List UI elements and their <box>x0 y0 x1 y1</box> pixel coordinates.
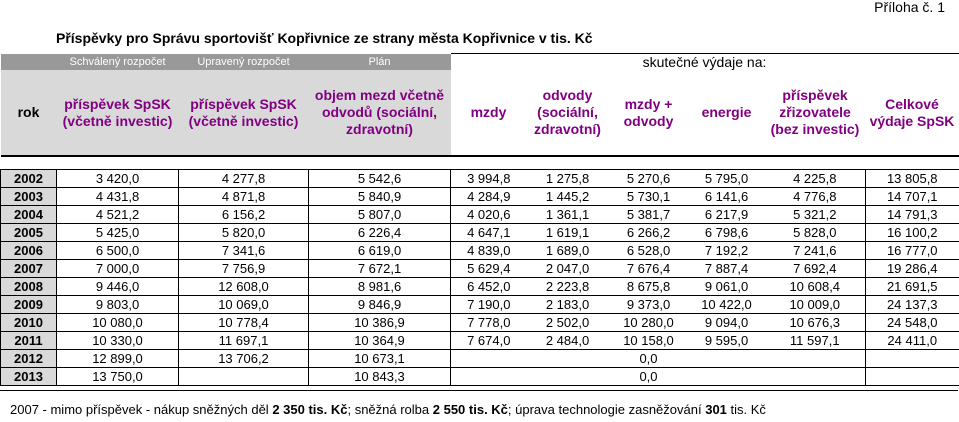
value-cell: 24 411,0 <box>866 332 959 350</box>
value-cell: 14 707,1 <box>866 188 959 206</box>
value-cell: 6 266,2 <box>609 224 689 242</box>
value-cell: 5 840,9 <box>309 188 451 206</box>
value-cell: 9 803,0 <box>57 296 179 314</box>
table-body <box>1 170 959 386</box>
value-cell: 6 619,0 <box>309 242 451 260</box>
value-cell: 0,0 <box>609 350 689 368</box>
value-cell: 13 706,2 <box>179 350 309 368</box>
value-cell: 7 674,0 <box>451 332 527 350</box>
table-row <box>1 260 959 278</box>
value-cell: 10 069,0 <box>179 296 309 314</box>
header-skutecne: skutečné výdaje na: <box>451 54 959 71</box>
value-cell: 7 672,1 <box>309 260 451 278</box>
table-row <box>1 278 959 296</box>
header-schvaleny: Schválený rozpočet <box>57 54 179 71</box>
value-cell: 12 899,0 <box>57 350 179 368</box>
year-cell: 2008 <box>1 278 57 296</box>
value-cell: 7 756,9 <box>179 260 309 278</box>
year-cell: 2002 <box>1 170 57 188</box>
value-cell: 19 286,4 <box>866 260 959 278</box>
value-cell: 6 156,2 <box>179 206 309 224</box>
value-cell: 10 778,4 <box>179 314 309 332</box>
value-cell: 8 675,8 <box>609 278 689 296</box>
table-row <box>1 224 959 242</box>
value-cell: 9 373,0 <box>609 296 689 314</box>
value-cell <box>689 368 765 386</box>
value-cell: 7 692,4 <box>765 260 866 278</box>
header-top-row <box>1 54 959 71</box>
value-cell: 5 820,0 <box>179 224 309 242</box>
year-cell: 2009 <box>1 296 57 314</box>
value-cell: 24 137,3 <box>866 296 959 314</box>
spacer-row <box>1 156 959 170</box>
year-cell: 2007 <box>1 260 57 278</box>
value-cell: 4 284,9 <box>451 188 527 206</box>
value-cell: 16 777,0 <box>866 242 959 260</box>
value-cell: 12 608,0 <box>179 278 309 296</box>
value-cell: 11 697,1 <box>179 332 309 350</box>
value-cell: 2 047,0 <box>527 260 609 278</box>
value-cell: 5 828,0 <box>765 224 866 242</box>
footnote <box>10 402 766 417</box>
value-cell: 0,0 <box>609 368 689 386</box>
value-cell: 2 183,0 <box>527 296 609 314</box>
value-cell: 9 595,0 <box>689 332 765 350</box>
value-cell: 9 061,0 <box>689 278 765 296</box>
value-cell: 7 190,0 <box>451 296 527 314</box>
value-cell: 7 241,6 <box>765 242 866 260</box>
value-cell: 3 420,0 <box>57 170 179 188</box>
data-table <box>0 53 959 386</box>
value-cell: 6 452,0 <box>451 278 527 296</box>
value-cell: 4 839,0 <box>451 242 527 260</box>
value-cell: 5 381,7 <box>609 206 689 224</box>
note-prefix: 2007 - mimo příspěvek - nákup sněžných děl <box>10 402 273 417</box>
value-cell: 10 080,0 <box>57 314 179 332</box>
year-cell: 2011 <box>1 332 57 350</box>
value-cell: 10 364,9 <box>309 332 451 350</box>
value-cell <box>527 350 609 368</box>
header-col8: příspěvek zřizovatele (bez investic) <box>765 70 866 156</box>
year-cell: 2005 <box>1 224 57 242</box>
year-cell: 2013 <box>1 368 57 386</box>
value-cell: 2 484,0 <box>527 332 609 350</box>
note-mid-2: ; úprava technologie zasněžování <box>507 402 706 417</box>
table-row <box>1 368 959 386</box>
header-rok: rok <box>1 70 57 156</box>
value-cell: 14 791,3 <box>866 206 959 224</box>
header-plan: Plán <box>309 54 451 71</box>
value-cell: 1 445,2 <box>527 188 609 206</box>
note-value-2: 2 550 tis. Kč <box>432 402 508 417</box>
value-cell: 13 750,0 <box>57 368 179 386</box>
value-cell: 6 798,6 <box>689 224 765 242</box>
value-cell: 10 422,0 <box>689 296 765 314</box>
value-cell: 5 425,0 <box>57 224 179 242</box>
page-title: Příspěvky pro Správu sportovišť Kopřivnice ze strany města Kopřivnice v tis. Kč <box>56 30 593 46</box>
value-cell <box>527 368 609 386</box>
value-cell: 1 361,1 <box>527 206 609 224</box>
value-cell <box>765 368 866 386</box>
note-suffix: tis. Kč <box>726 402 766 417</box>
value-cell: 5 321,2 <box>765 206 866 224</box>
value-cell: 10 386,9 <box>309 314 451 332</box>
header-upraveny: Upravený rozpočet <box>179 54 309 71</box>
value-cell: 4 277,8 <box>179 170 309 188</box>
value-cell: 10 009,0 <box>765 296 866 314</box>
value-cell: 6 500,0 <box>57 242 179 260</box>
value-cell: 3 994,8 <box>451 170 527 188</box>
value-cell: 11 597,1 <box>765 332 866 350</box>
annex-label: Příloha č. 1 <box>874 0 945 15</box>
value-cell: 4 871,8 <box>179 188 309 206</box>
value-cell <box>765 350 866 368</box>
table-row <box>1 188 959 206</box>
header-col2: příspěvek SpSK (včetně investic) <box>179 70 309 156</box>
header-col4: mzdy <box>451 70 527 156</box>
value-cell: 16 100,2 <box>866 224 959 242</box>
table-row <box>1 314 959 332</box>
value-cell: 10 330,0 <box>57 332 179 350</box>
value-cell: 5 795,0 <box>689 170 765 188</box>
value-cell <box>689 350 765 368</box>
value-cell: 9 094,0 <box>689 314 765 332</box>
value-cell: 10 158,0 <box>609 332 689 350</box>
value-cell: 6 528,0 <box>609 242 689 260</box>
value-cell: 6 141,6 <box>689 188 765 206</box>
value-cell: 9 446,0 <box>57 278 179 296</box>
table-row <box>1 332 959 350</box>
table-row <box>1 170 959 188</box>
value-cell: 5 542,6 <box>309 170 451 188</box>
value-cell: 8 981,6 <box>309 278 451 296</box>
value-cell: 4 020,6 <box>451 206 527 224</box>
value-cell: 13 805,8 <box>866 170 959 188</box>
value-cell: 4 225,8 <box>765 170 866 188</box>
value-cell: 7 778,0 <box>451 314 527 332</box>
value-cell: 10 673,1 <box>309 350 451 368</box>
header-col6: mzdy + odvody <box>609 70 689 156</box>
value-cell <box>866 368 959 386</box>
header-col9: Celkové výdaje SpSK <box>866 70 959 156</box>
note-mid-1: ; sněžná rolba <box>347 402 433 417</box>
value-cell: 21 691,5 <box>866 278 959 296</box>
year-cell: 2004 <box>1 206 57 224</box>
value-cell: 1 275,8 <box>527 170 609 188</box>
value-cell: 7 000,0 <box>57 260 179 278</box>
value-cell: 1 619,1 <box>527 224 609 242</box>
header-row <box>1 70 959 156</box>
value-cell: 4 521,2 <box>57 206 179 224</box>
table-row <box>1 206 959 224</box>
value-cell: 10 608,4 <box>765 278 866 296</box>
header-col7: energie <box>689 70 765 156</box>
value-cell: 2 502,0 <box>527 314 609 332</box>
value-cell: 1 689,0 <box>527 242 609 260</box>
header-col1: příspěvek SpSK (včetně investic) <box>57 70 179 156</box>
note-value-1: 2 350 tis. Kč <box>272 402 348 417</box>
value-cell: 6 226,4 <box>309 224 451 242</box>
value-cell: 7 341,6 <box>179 242 309 260</box>
value-cell: 10 676,3 <box>765 314 866 332</box>
value-cell: 10 843,3 <box>309 368 451 386</box>
table-row <box>1 350 959 368</box>
header-col3: objem mezd včetně odvodů (sociální, zdravotní) <box>309 70 451 156</box>
value-cell: 5 270,6 <box>609 170 689 188</box>
value-cell: 7 676,4 <box>609 260 689 278</box>
value-cell: 4 776,8 <box>765 188 866 206</box>
value-cell <box>451 368 527 386</box>
year-cell: 2003 <box>1 188 57 206</box>
value-cell <box>179 368 309 386</box>
value-cell: 7 192,2 <box>689 242 765 260</box>
value-cell: 5 807,0 <box>309 206 451 224</box>
value-cell: 24 548,0 <box>866 314 959 332</box>
value-cell: 4 647,1 <box>451 224 527 242</box>
value-cell <box>866 350 959 368</box>
value-cell: 6 217,9 <box>689 206 765 224</box>
year-cell: 2010 <box>1 314 57 332</box>
header-col5: odvody (sociální, zdravotní) <box>527 70 609 156</box>
year-cell: 2006 <box>1 242 57 260</box>
value-cell: 4 431,8 <box>57 188 179 206</box>
value-cell: 10 280,0 <box>609 314 689 332</box>
table-row <box>1 296 959 314</box>
value-cell: 9 846,9 <box>309 296 451 314</box>
table-row <box>1 242 959 260</box>
value-cell: 7 887,4 <box>689 260 765 278</box>
header-top-empty <box>1 54 57 71</box>
value-cell <box>451 350 527 368</box>
value-cell: 2 223,8 <box>527 278 609 296</box>
value-cell: 5 730,1 <box>609 188 689 206</box>
value-cell: 5 629,4 <box>451 260 527 278</box>
note-value-3: 301 <box>705 402 727 417</box>
year-cell: 2012 <box>1 350 57 368</box>
